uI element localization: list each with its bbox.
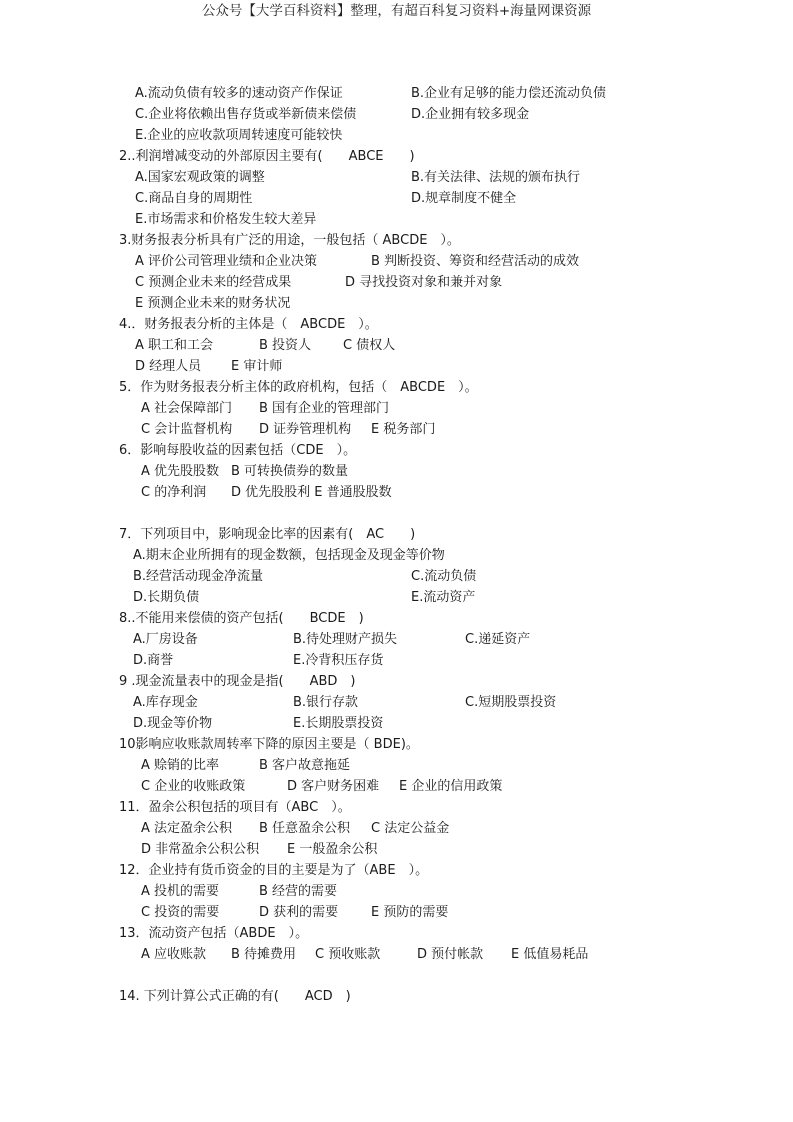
text-line: [0, 462, 793, 482]
line-segment: A 赊销的比率: [141, 758, 220, 773]
text-line: [0, 231, 793, 251]
line-segment: D 预付帐款: [417, 947, 484, 962]
line-segment: C.短期股票投资: [465, 695, 557, 710]
line-segment: C 法定公益金: [371, 821, 450, 836]
text-line: [0, 147, 793, 167]
text-line: [0, 210, 793, 230]
line-segment: C.流动负债: [411, 569, 477, 584]
line-segment: E.冷背积压存货: [293, 653, 384, 668]
text-line: [0, 420, 793, 440]
text-line: [0, 378, 793, 398]
line-segment: D 寻找投资对象和兼并对象: [345, 275, 503, 290]
line-segment: D.长期负债: [133, 590, 200, 605]
line-segment: A.库存现金: [133, 695, 198, 710]
text-line: [0, 546, 793, 566]
text-line: [0, 987, 793, 1007]
line-segment: D 非常盈余公积公积: [141, 842, 260, 857]
line-segment: A 职工和工会: [135, 338, 214, 353]
line-text: 10影响应收账款周转率下降的原因主要是（ BDE)。: [119, 737, 419, 752]
text-line: [0, 525, 793, 545]
line-segment: A 社会保障部门: [141, 401, 233, 416]
text-line: [0, 714, 793, 734]
line-segment: D 客户财务困难: [287, 779, 380, 794]
text-line: [0, 105, 793, 125]
text-line: [0, 168, 793, 188]
line-segment: A 评价公司管理业绩和企业决策: [135, 254, 318, 269]
line-text: 6．影响每股收益的因素包括（CDE ）。: [119, 443, 357, 458]
text-line: [0, 945, 793, 965]
line-segment: A 应收账款: [141, 947, 207, 962]
line-segment: B.经营活动现金净流量: [133, 569, 264, 584]
line-segment: B 国有企业的管理部门: [259, 401, 390, 416]
line-segment: B 经营的需要: [259, 884, 338, 899]
line-text: 9 .现金流量表中的现金是指( ABD ): [119, 674, 356, 689]
line-segment: E 审计师: [231, 359, 283, 374]
text-line: [0, 252, 793, 272]
text-line: [0, 903, 793, 923]
text-line: [0, 840, 793, 860]
text-line: [0, 84, 793, 104]
line-segment: E 税务部门: [371, 422, 436, 437]
line-segment: C.商品自身的周期性: [135, 191, 253, 206]
text-line: [0, 315, 793, 335]
line-text: E.市场需求和价格发生较大差异: [135, 212, 317, 227]
line-text: E.企业的应收款项周转速度可能较快: [135, 128, 343, 143]
line-segment: B.银行存款: [293, 695, 359, 710]
line-segment: C.递延资产: [465, 632, 531, 647]
line-segment: B 投资人: [259, 338, 312, 353]
line-segment: B 可转换债券的数量: [231, 464, 349, 479]
line-segment: E 低值易耗品: [511, 947, 589, 962]
text-line: [0, 567, 793, 587]
line-text: 2..利润增减变动的外部原因主要有( ABCE ): [119, 149, 415, 164]
text-line: [0, 819, 793, 839]
text-line: [0, 756, 793, 776]
text-line: [0, 189, 793, 209]
line-segment: B 判断投资、筹资和经营活动的成效: [371, 254, 580, 269]
line-text: E 预测企业未来的财务状况: [135, 296, 291, 311]
line-text: 7．下列项目中，影响现金比率的因素有( AC ): [119, 527, 416, 542]
line-text: 12．企业持有货币资金的目的主要是为了（ABE ）。: [119, 863, 429, 878]
text-line: [0, 798, 793, 818]
line-segment: C 预测企业未来的经营成果: [135, 275, 292, 290]
line-segment: D 优先股股利 E 普通股股数: [231, 485, 392, 500]
text-line: [0, 399, 793, 419]
text-line: [0, 273, 793, 293]
line-segment: C.企业将依赖出售存货或举新债来偿债: [135, 107, 357, 122]
line-segment: D 获利的需要: [259, 905, 339, 920]
line-segment: E 预防的需要: [371, 905, 449, 920]
text-line: [0, 924, 793, 944]
line-text: 8..不能用来偿债的资产包括( BCDE ): [119, 611, 364, 626]
text-line: [0, 294, 793, 314]
line-text: 14. 下列计算公式正确的有( ACD ): [119, 989, 351, 1004]
line-text: A.期末企业所拥有的现金数额，包括现金及现金等价物: [133, 548, 445, 563]
text-line: [0, 735, 793, 755]
line-segment: E.流动资产: [411, 590, 476, 605]
line-segment: A.厂房设备: [133, 632, 198, 647]
text-line: [0, 777, 793, 797]
text-line: [0, 441, 793, 461]
line-segment: E 企业的信用政策: [399, 779, 503, 794]
line-segment: B.待处理财产损失: [293, 632, 398, 647]
line-text: 13．流动资产包括（ABDE ）。: [119, 926, 309, 941]
text-line: [0, 609, 793, 629]
line-segment: B.有关法律、法规的颁布执行: [411, 170, 581, 185]
text-line: [0, 588, 793, 608]
text-line: [0, 126, 793, 146]
line-segment: C 预收账款: [315, 947, 381, 962]
line-segment: E 一般盈余公积: [287, 842, 378, 857]
text-line: [0, 357, 793, 377]
text-line: [0, 882, 793, 902]
line-text: 5．作为财务报表分析主体的政府机构，包括（ ABCDE ）。: [119, 380, 478, 395]
page-header: 公众号【大学百科资料】整理，有超百科复习资料+海量网课资源: [201, 3, 592, 19]
text-line: [0, 336, 793, 356]
text-line: [0, 861, 793, 881]
line-segment: A 优先股股数: [141, 464, 220, 479]
line-segment: B 客户故意拖延: [259, 758, 351, 773]
line-segment: D 证券管理机构: [259, 422, 352, 437]
line-segment: A 投机的需要: [141, 884, 220, 899]
line-segment: A 法定盈余公积: [141, 821, 233, 836]
line-segment: D.现金等价物: [133, 716, 213, 731]
line-text: 4.．财务报表分析的主体是（ ABCDE ）。: [119, 317, 378, 332]
line-segment: B 待摊费用: [231, 947, 297, 962]
line-text: 11．盈余公积包括的项目有（ABC ）。: [119, 800, 351, 815]
text-line: [0, 630, 793, 650]
line-segment: C 投资的需要: [141, 905, 220, 920]
line-segment: D.企业拥有较多现金: [411, 107, 530, 122]
line-segment: C 的净利润: [141, 485, 207, 500]
line-segment: C 会计监督机构: [141, 422, 233, 437]
line-segment: E.长期股票投资: [293, 716, 384, 731]
text-line: [0, 483, 793, 503]
line-segment: C 企业的收账政策: [141, 779, 246, 794]
text-line: [0, 672, 793, 692]
line-text: 3.财务报表分析具有广泛的用途，一般包括（ ABCDE ）。: [119, 233, 460, 248]
line-segment: B.企业有足够的能力偿还流动负债: [411, 86, 607, 101]
line-segment: D 经理人员: [135, 359, 202, 374]
line-segment: A.流动负债有较多的速动资产作保证: [135, 86, 343, 101]
text-line: [0, 651, 793, 671]
line-segment: B 任意盈余公积: [259, 821, 351, 836]
line-segment: A.国家宏观政策的调整: [135, 170, 265, 185]
text-line: [0, 693, 793, 713]
line-segment: C 债权人: [343, 338, 396, 353]
line-segment: D.规章制度不健全: [411, 191, 517, 206]
line-segment: D.商誉: [133, 653, 174, 668]
